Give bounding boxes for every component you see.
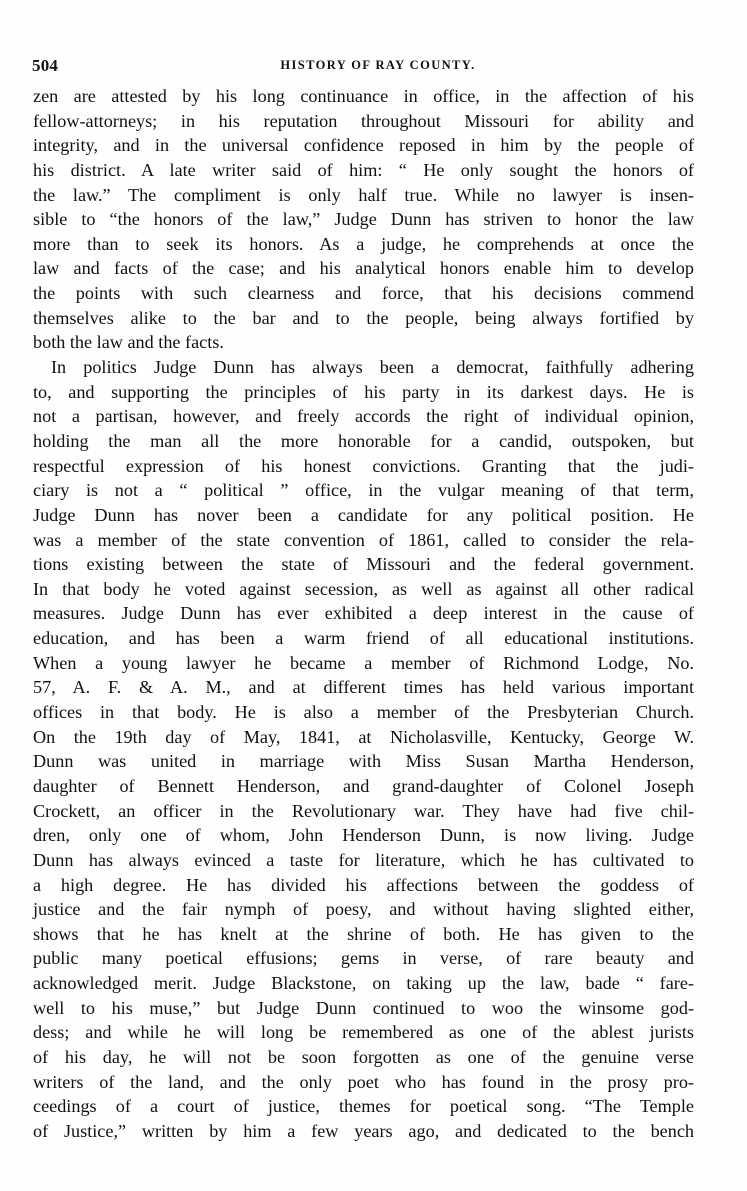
text-line: well to his muse,” but Judge Dunn continued to woo the winsome god-	[33, 997, 694, 1018]
running-title: HISTORY OF RAY COUNTY.	[280, 58, 476, 72]
text-line: Judge Dunn has nover been a candidate for any political position. He	[33, 504, 694, 525]
text-line: education, and has been a warm friend of all educational institutions.	[33, 628, 694, 649]
text-line: daughter of Bennett Henderson, and grand-daughter of Colonel Joseph	[33, 775, 694, 796]
text-line: shows that he has knelt at the shrine of both. He has given to the	[33, 923, 694, 944]
text-line: In that body he voted against secession, as well as against all other radical	[33, 578, 694, 599]
text-line: both the law and the facts.	[33, 332, 224, 353]
text-line: ciary is not a “ political ” office, in the vulgar meaning of that term,	[33, 480, 694, 501]
text-line: acknowledged merit. Judge Blackstone, on taking up the law, bade “ fare-	[33, 973, 694, 994]
text-line: respectful expression of his honest convictions. Granting that the judi-	[33, 455, 694, 476]
text-line: a high degree. He has divided his affections between the goddess of	[33, 874, 694, 895]
text-line: On the 19th day of May, 1841, at Nicholasville, Kentucky, George W.	[33, 726, 694, 747]
text-line: offices in that body. He is also a member of the Presbyterian Church.	[33, 702, 694, 723]
text-line: Crockett, an officer in the Revolutionary war. They have had five chil-	[33, 800, 694, 821]
text-line: dren, only one of whom, John Henderson Dunn, is now living. Judge	[33, 825, 694, 846]
text-line: themselves alike to the bar and to the people, being always fortified by	[33, 307, 694, 328]
text-line: sible to “the honors of the law,” Judge Dunn has striven to honor the law	[33, 209, 694, 230]
text-line: In politics Judge Dunn has always been a democrat, faithfully adhering	[51, 357, 694, 378]
text-line: of his day, he will not be soon forgotten as one of the genuine verse	[33, 1046, 694, 1067]
text-line: writers of the land, and the only poet who has found in the prosy pro-	[33, 1071, 694, 1092]
text-line: law and facts of the case; and his analytical honors enable him to develop	[33, 258, 694, 279]
text-line: ceedings of a court of justice, themes for poetical song. “The Temple	[33, 1096, 694, 1117]
text-line: the points with such clearness and force, that his decisions commend	[33, 283, 694, 304]
paragraph	[33, 84, 694, 355]
text-line: public many poetical effusions; gems in verse, of rare beauty and	[33, 948, 694, 969]
text-line: more than to seek its honors. As a judge, he comprehends at once the	[33, 233, 694, 254]
text-line: When a young lawyer he became a member of Richmond Lodge, No.	[33, 652, 694, 673]
text-line: of Justice,” written by him a few years ago, and dedicated to the bench	[33, 1120, 694, 1141]
text-line: justice and the fair nymph of poesy, and without having slighted either,	[33, 899, 694, 920]
text-line: tions existing between the state of Missouri and the federal government.	[33, 554, 694, 575]
text-line: Dunn has always evinced a taste for literature, which he has cultivated to	[33, 849, 694, 870]
running-head	[32, 56, 694, 78]
text-line: dess; and while he will long be remembered as one of the ablest jurists	[33, 1022, 694, 1043]
text-line: fellow-attorneys; in his reputation throughout Missouri for ability and	[33, 110, 694, 131]
text-line: 57, A. F. & A. M., and at different times has held various important	[33, 677, 694, 698]
paragraph	[33, 355, 694, 1144]
text-line: integrity, and in the universal confidence reposed in him by the people of	[33, 135, 694, 156]
text-line: zen are attested by his long continuance in office, in the affection of his	[33, 86, 694, 106]
text-line: measures. Judge Dunn has ever exhibited a deep interest in the cause of	[33, 603, 694, 624]
text-line: the law.” The compliment is only half true. While no lawyer is insen-	[33, 184, 694, 205]
text-line: to, and supporting the principles of his party in its darkest days. He is	[33, 381, 694, 402]
text-line: was a member of the state convention of 1861, called to consider the rela-	[33, 529, 694, 550]
text-line: his district. A late writer said of him: “ He only sought the honors of	[33, 159, 694, 180]
text-line: Dunn was united in marriage with Miss Susan Martha Henderson,	[33, 751, 694, 772]
text-line: holding the man all the more honorable for a candid, outspoken, but	[33, 430, 694, 451]
text-line: not a partisan, however, and freely accords the right of individual opinion,	[33, 406, 694, 427]
body-text	[33, 84, 694, 1144]
page-number: 504	[32, 56, 59, 75]
